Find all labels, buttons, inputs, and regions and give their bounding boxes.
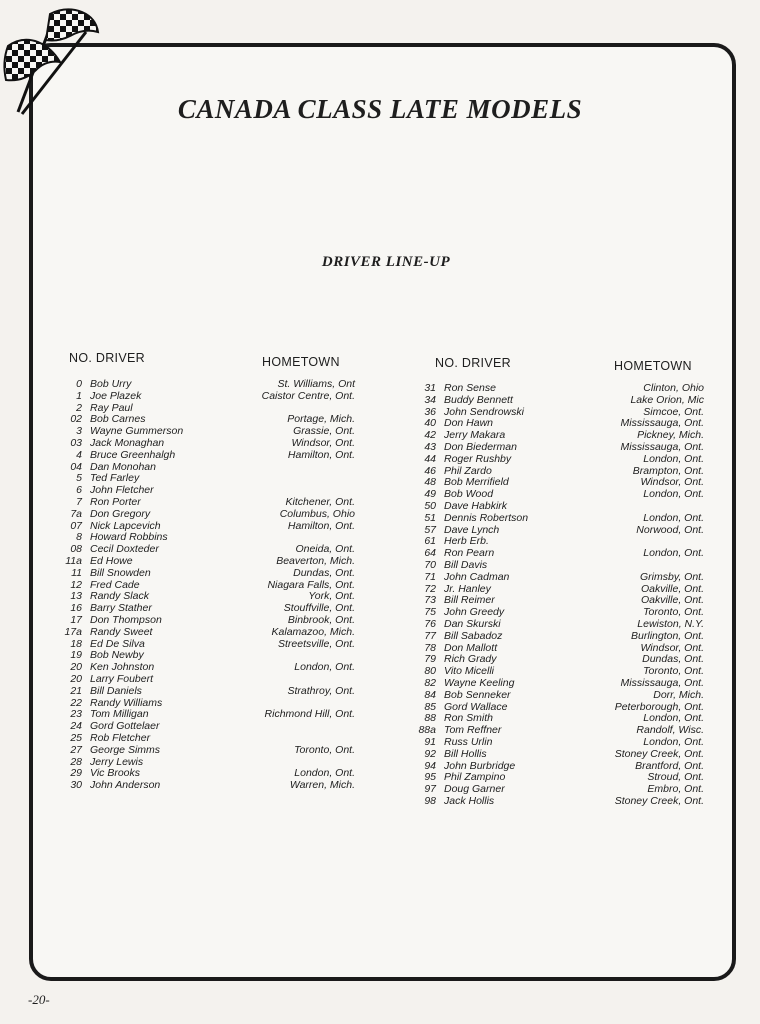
driver-name: Dan Skurski (444, 617, 501, 630)
driver-hometown: Dundas, Ont. (642, 653, 704, 666)
driver-name: Gord Gottelaer (90, 720, 160, 733)
driver-row (55, 438, 355, 450)
car-number: 40 (424, 417, 436, 430)
driver-hometown: Toronto, Ont. (643, 606, 704, 619)
driver-hometown: Mississauga, Ont. (620, 440, 704, 453)
car-number: 2 (76, 401, 82, 414)
driver-name: Cecil Doxteder (90, 543, 159, 556)
car-number: 91 (424, 735, 436, 748)
car-number: 94 (424, 759, 436, 772)
car-number: 85 (424, 700, 436, 713)
driver-row (412, 619, 704, 631)
driver-name: Wayne Gummerson (90, 425, 184, 438)
car-number: 72 (424, 582, 436, 595)
driver-name: Ron Pearn (444, 547, 495, 560)
car-number: 44 (424, 452, 436, 465)
car-number: 76 (424, 617, 436, 630)
driver-hometown: York, Ont. (308, 590, 355, 603)
driver-hometown: London, Ont. (643, 511, 704, 524)
driver-name: Jerry Makara (444, 429, 506, 442)
driver-name: Bill Hollis (444, 747, 487, 760)
driver-name: Ed De Silva (90, 637, 145, 650)
driver-name: Bill Sabadoz (444, 629, 503, 642)
driver-row (412, 796, 704, 808)
driver-hometown: Grimsby, Ont. (640, 570, 704, 583)
driver-hometown: Dorr, Mich. (653, 688, 704, 701)
driver-hometown: London, Ont. (294, 661, 355, 674)
car-number: 30 (70, 779, 82, 792)
driver-name: Bob Senneker (444, 688, 511, 701)
right-no-driver-header: NO. DRIVER (435, 356, 511, 370)
car-number: 20 (70, 672, 82, 685)
driver-row (412, 572, 704, 584)
driver-row (412, 560, 704, 572)
driver-name: Ron Sense (444, 382, 496, 394)
driver-name: Randy Williams (90, 696, 163, 709)
driver-name: Tom Milligan (90, 708, 149, 721)
driver-name: Herb Erb. (444, 535, 489, 548)
driver-hometown: St. Williams, Ont (277, 378, 355, 390)
driver-name: Bruce Greenhalgh (90, 448, 176, 461)
driver-name: Fred Cade (90, 578, 140, 591)
driver-name: Bob Carnes (90, 413, 146, 426)
driver-name: Doug Garner (444, 783, 505, 796)
car-number: 31 (424, 382, 436, 394)
car-number: 20 (70, 661, 82, 674)
driver-hometown: London, Ont. (643, 547, 704, 560)
driver-row (412, 678, 704, 690)
driver-hometown: London, Ont. (643, 488, 704, 501)
driver-name: George Simms (90, 743, 161, 756)
driver-row (55, 556, 355, 568)
car-number: 98 (424, 794, 436, 807)
car-number: 78 (424, 641, 436, 654)
driver-row (412, 737, 704, 749)
driver-row (412, 501, 704, 513)
driver-row (412, 395, 704, 407)
driver-hometown: Toronto, Ont. (643, 665, 704, 678)
driver-name: Bob Newby (90, 649, 144, 662)
car-number: 7 (76, 495, 82, 508)
driver-hometown: Windsor, Ont. (640, 641, 704, 654)
right-hometown-header: HOMETOWN (614, 359, 692, 373)
car-number: 16 (70, 602, 82, 615)
driver-hometown: Dundas, Ont. (293, 566, 355, 579)
driver-name: Bob Urry (90, 378, 132, 390)
car-number: 88a (418, 724, 436, 737)
driver-name: Nick Lapcevich (90, 519, 161, 532)
car-number: 48 (424, 476, 436, 489)
driver-row (55, 568, 355, 580)
car-number: 24 (70, 720, 82, 733)
driver-hometown: Beaverton, Mich. (276, 554, 355, 567)
driver-hometown: Oakville, Ont. (640, 594, 704, 607)
car-number: 27 (70, 743, 82, 756)
driver-name: Wayne Keeling (444, 676, 515, 689)
driver-name: Randy Sweet (90, 625, 153, 638)
car-number: 13 (70, 590, 82, 603)
driver-hometown: Stoney Creek, Ont. (614, 794, 704, 807)
driver-hometown: Strathroy, Ont. (287, 684, 355, 697)
car-number: 3 (76, 425, 82, 438)
driver-hometown: Stroud, Ont. (647, 771, 704, 784)
driver-row (55, 674, 355, 686)
driver-row (55, 745, 355, 757)
driver-name: Phil Zardo (444, 464, 492, 477)
car-number: 51 (424, 511, 436, 524)
driver-name: Joe Plazek (90, 389, 142, 402)
driver-hometown: Portage, Mich. (287, 413, 355, 426)
car-number: 17 (70, 613, 82, 626)
car-number: 36 (424, 405, 436, 418)
driver-hometown: Randolf, Wisc. (636, 724, 704, 737)
right-driver-list (412, 383, 704, 808)
car-number: 92 (424, 747, 436, 760)
driver-row (412, 631, 704, 643)
driver-name: Buddy Bennett (444, 393, 513, 406)
driver-hometown: London, Ont. (294, 767, 355, 780)
driver-hometown: Oneida, Ont. (295, 543, 355, 556)
car-number: 88 (424, 712, 436, 725)
page-number: -20- (28, 992, 50, 1007)
driver-name: John Sendrowski (444, 405, 524, 418)
driver-name: Bill Daniels (90, 684, 142, 697)
driver-row (412, 442, 704, 454)
driver-row (412, 690, 704, 702)
car-number: 84 (424, 688, 436, 701)
driver-row (55, 391, 355, 403)
driver-name: Ed Howe (90, 554, 133, 567)
car-number: 18 (70, 637, 82, 650)
car-number: 28 (70, 755, 82, 768)
left-driver-list (55, 379, 355, 792)
driver-hometown: London, Ont. (643, 712, 704, 725)
car-number: 57 (424, 523, 436, 536)
car-number: 12 (70, 578, 82, 591)
driver-hometown: Stoney Creek, Ont. (614, 747, 704, 760)
car-number: 21 (70, 684, 82, 697)
driver-name: Jack Monaghan (90, 436, 165, 449)
driver-name: Roger Rushby (444, 452, 512, 465)
driver-hometown: Grassie, Ont. (293, 425, 355, 438)
driver-name: John Anderson (90, 779, 161, 792)
driver-name: Tom Reffner (444, 724, 502, 737)
driver-hometown: Windsor, Ont. (291, 436, 355, 449)
car-number: 0 (76, 378, 82, 390)
driver-name: Don Biederman (444, 440, 517, 453)
car-number: 11 (71, 566, 82, 579)
driver-name: Vic Brooks (90, 767, 140, 780)
driver-row (55, 450, 355, 462)
driver-name: Gord Wallace (444, 700, 508, 713)
car-number: 25 (70, 731, 82, 744)
driver-row (55, 615, 355, 627)
car-number: 22 (70, 696, 82, 709)
driver-name: Don Thompson (90, 613, 162, 626)
driver-name: Rich Grady (444, 653, 497, 666)
driver-name: Russ Urlin (444, 735, 493, 748)
driver-name: Howard Robbins (90, 531, 168, 544)
driver-row (55, 497, 355, 509)
driver-row (412, 513, 704, 525)
car-number: 80 (424, 665, 436, 678)
driver-hometown: Kalamazoo, Mich. (271, 625, 355, 638)
driver-hometown: Mississauga, Ont. (620, 676, 704, 689)
driver-name: Randy Slack (90, 590, 149, 603)
car-number: 02 (70, 413, 82, 426)
driver-name: Jerry Lewis (90, 755, 144, 768)
car-number: 5 (76, 472, 82, 485)
car-number: 11a (65, 554, 82, 567)
driver-name: Bob Merrifield (444, 476, 509, 489)
driver-hometown: Niagara Falls, Ont. (267, 578, 355, 591)
car-number: 73 (424, 594, 436, 607)
page-title: CANADA CLASS LATE MODELS (177, 94, 583, 124)
car-number: 71 (424, 570, 436, 583)
driver-name: Don Mallott (444, 641, 498, 654)
driver-name: Vito Micelli (444, 665, 494, 678)
driver-name: Don Hawn (444, 417, 494, 430)
car-number: 46 (424, 464, 436, 477)
car-number: 29 (70, 767, 82, 780)
car-number: 4 (76, 448, 82, 461)
driver-row (55, 627, 355, 639)
driver-hometown: Brampton, Ont. (632, 464, 704, 477)
driver-row (412, 749, 704, 761)
driver-row (412, 454, 704, 466)
car-number: 34 (424, 393, 436, 406)
driver-hometown: London, Ont. (643, 452, 704, 465)
driver-hometown: Lewiston, N.Y. (637, 617, 704, 630)
driver-hometown: Streetsville, Ont. (277, 637, 355, 650)
driver-hometown: Peterborough, Ont. (614, 700, 704, 713)
driver-hometown: Columbus, Ohio (279, 507, 355, 520)
car-number: 23 (70, 708, 82, 721)
car-number: 6 (76, 484, 82, 497)
car-number: 43 (424, 440, 436, 453)
driver-name: John Burbridge (444, 759, 516, 772)
car-number: 04 (70, 460, 82, 473)
driver-name: Don Gregory (90, 507, 151, 520)
car-number: 7a (70, 507, 82, 520)
driver-hometown: Stouffville, Ont. (283, 602, 355, 615)
driver-hometown: Embro, Ont. (647, 783, 704, 796)
driver-name: Dave Lynch (444, 523, 500, 536)
driver-name: John Greedy (444, 606, 505, 619)
driver-name: Dan Monohan (90, 460, 156, 473)
driver-hometown: Richmond Hill, Ont. (264, 708, 355, 721)
driver-name: Bill Davis (444, 558, 488, 571)
driver-row (55, 509, 355, 521)
car-number: 64 (424, 547, 436, 560)
driver-hometown: Norwood, Ont. (636, 523, 704, 536)
driver-name: Dennis Robertson (444, 511, 529, 524)
driver-hometown: Brantford, Ont. (635, 759, 704, 772)
car-number: 77 (424, 629, 436, 642)
driver-name: Dave Habkirk (444, 499, 508, 512)
left-no-driver-header: NO. DRIVER (69, 351, 145, 365)
driver-name: Ron Porter (90, 495, 141, 508)
driver-name: Ken Johnston (90, 661, 155, 674)
driver-name: Barry Stather (90, 602, 152, 615)
car-number: 49 (424, 488, 436, 501)
driver-name: Jr. Hanley (444, 582, 491, 595)
car-number: 1 (76, 389, 82, 402)
driver-hometown: Caistor Centre, Ont. (261, 389, 355, 402)
car-number: 8 (76, 531, 82, 544)
car-number: 07 (70, 519, 82, 532)
driver-name: John Cadman (444, 570, 510, 583)
driver-hometown: Kitchener, Ont. (285, 495, 355, 508)
driver-name: Ted Farley (90, 472, 140, 485)
driver-name: Rob Fletcher (90, 731, 151, 744)
driver-hometown: Clinton, Ohio (643, 382, 704, 394)
car-number: 75 (424, 606, 436, 619)
car-number: 95 (424, 771, 436, 784)
driver-name: John Fletcher (90, 484, 154, 497)
driver-name: Ray Paul (90, 401, 133, 414)
car-number: 19 (70, 649, 82, 662)
driver-hometown: Toronto, Ont. (294, 743, 355, 756)
driver-hometown: Hamilton, Ont. (287, 448, 355, 461)
driver-hometown: Oakville, Ont. (640, 582, 704, 595)
car-number: 82 (424, 676, 436, 689)
page-subtitle: DRIVER LINE-UP (321, 254, 451, 270)
driver-name: Jack Hollis (444, 794, 495, 807)
car-number: 03 (70, 436, 82, 449)
car-number: 17a (64, 625, 82, 638)
car-number: 61 (424, 535, 436, 548)
driver-name: Phil Zampino (444, 771, 506, 784)
car-number: 70 (424, 558, 436, 571)
driver-hometown: Mississauga, Ont. (620, 417, 704, 430)
driver-hometown: Hamilton, Ont. (287, 519, 355, 532)
driver-hometown: Burlington, Ont. (631, 629, 704, 642)
driver-hometown: Warren, Mich. (289, 779, 355, 792)
driver-row (55, 686, 355, 698)
driver-hometown: London, Ont. (643, 735, 704, 748)
driver-hometown: Pickney, Mich. (637, 429, 704, 442)
car-number: 97 (424, 783, 436, 796)
car-number: 08 (70, 543, 82, 556)
driver-hometown: Binbrook, Ont. (287, 613, 355, 626)
car-number: 50 (424, 499, 436, 512)
driver-hometown: Lake Orion, Mic (630, 393, 704, 406)
driver-name: Bill Reimer (444, 594, 495, 607)
driver-name: Larry Foubert (90, 672, 154, 685)
driver-hometown: Simcoe, Ont. (643, 405, 704, 418)
driver-row (55, 780, 355, 792)
driver-name: Bob Wood (444, 488, 494, 501)
car-number: 42 (424, 429, 436, 442)
driver-row (55, 733, 355, 745)
driver-name: Ron Smith (444, 712, 494, 725)
driver-name: Bill Snowden (90, 566, 151, 579)
left-hometown-header: HOMETOWN (262, 355, 340, 369)
car-number: 79 (424, 653, 436, 666)
driver-hometown: Windsor, Ont. (640, 476, 704, 489)
